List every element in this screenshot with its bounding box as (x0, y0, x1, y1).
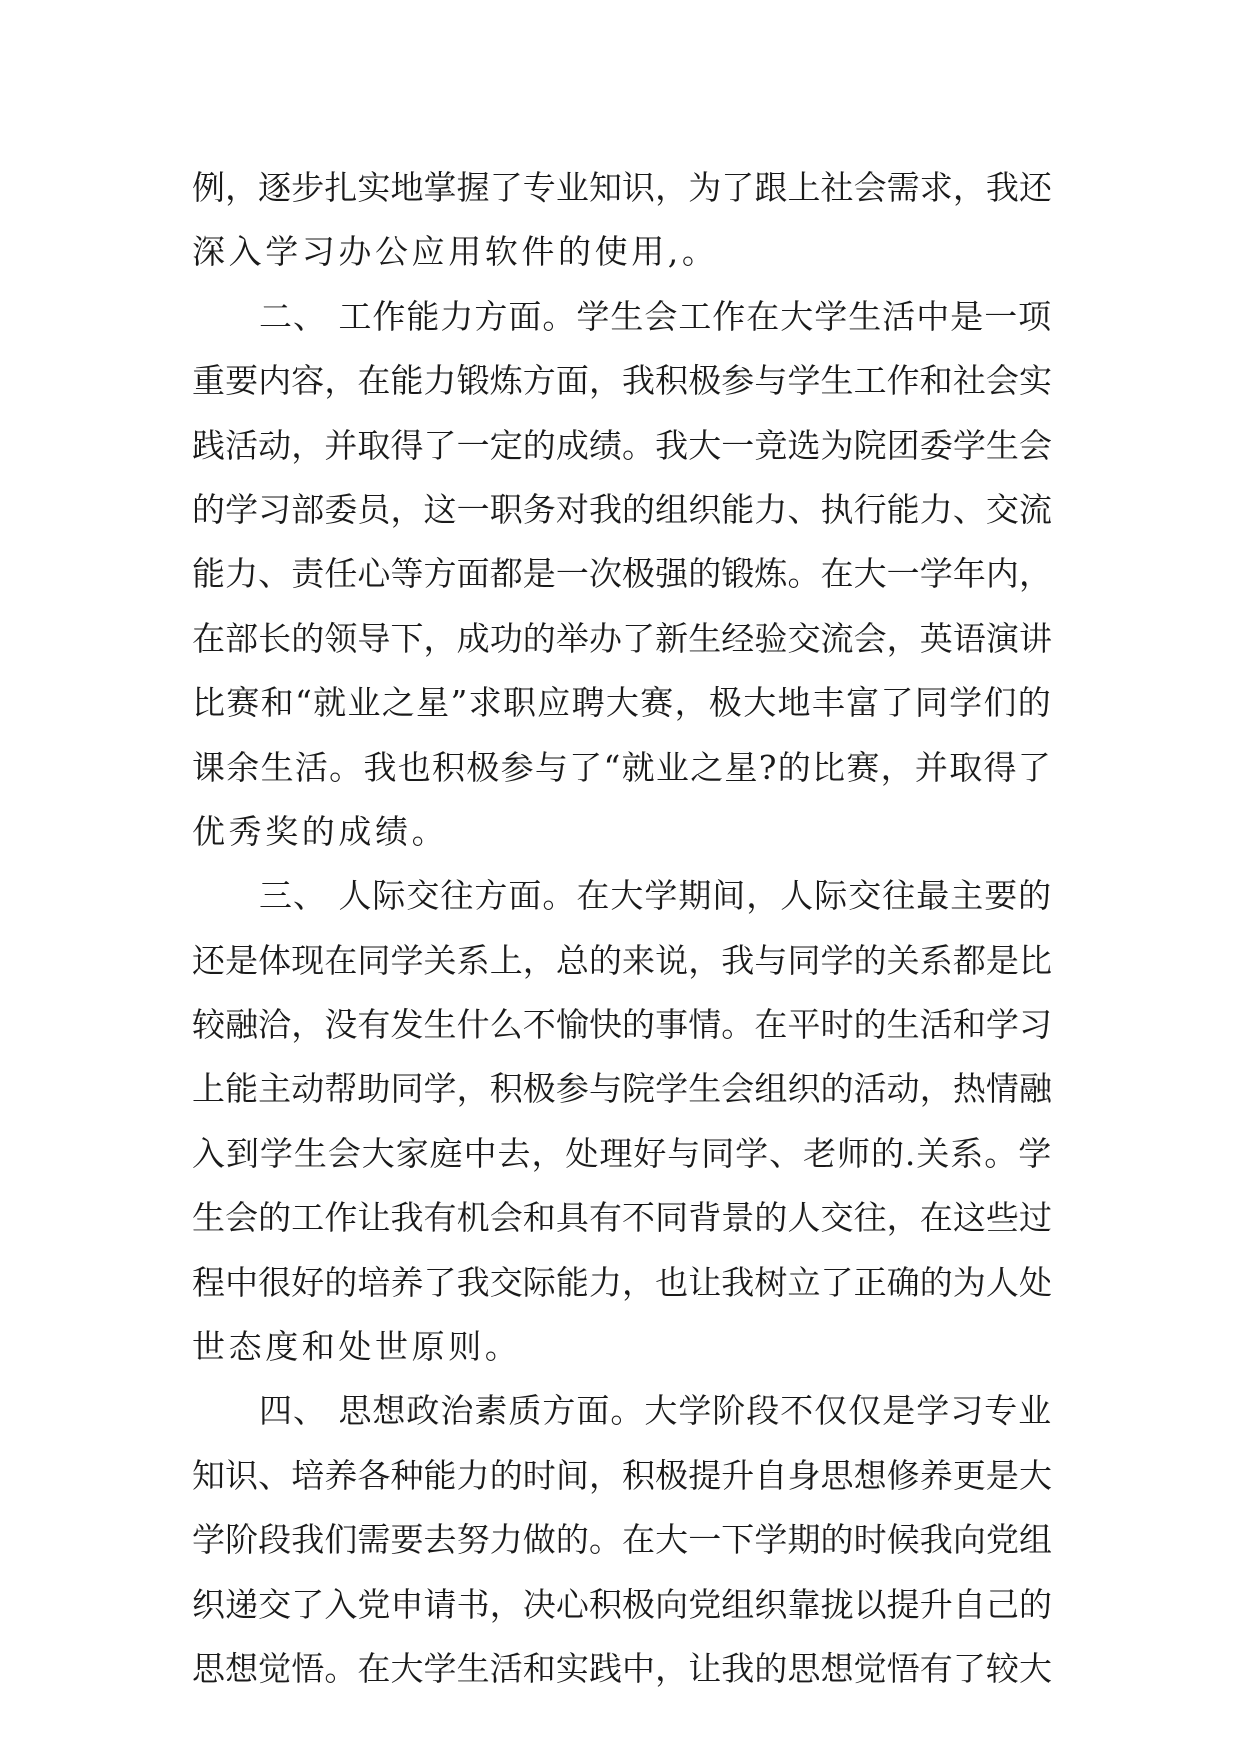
text-line: 的学习部委员，这一职务对我的组织能力、执行能力、交流 (192, 489, 1052, 529)
text-line: 世态度和处世原则。 (192, 1327, 522, 1367)
text-line: 较融洽，没有发生什么不愉快的事情。在平时的生活和学习 (192, 1005, 1052, 1045)
text-line: 优秀奖的成绩。 (192, 811, 449, 851)
text-line: 织递交了入党申请书，决心积极向党组织靠拢以提升自己的 (192, 1584, 1052, 1624)
text-line: 重要内容，在能力锻炼方面，我积极参与学生工作和社会实 (192, 361, 1052, 401)
document-body (192, 156, 1052, 1701)
text-line: 例，逐步扎实地掌握了专业知识，为了跟上社会需求，我还 (192, 168, 1052, 207)
text-line: 生会的工作让我有机会和具有不同背景的人交往，在这些过 (192, 1198, 1052, 1238)
text-line: 比赛和“就业之星”求职应聘大赛，极大地丰富了同学们的 (192, 683, 1052, 723)
text-line: 能力、责任心等方面都是一次极强的锻炼。在大一学年内， (192, 554, 1052, 594)
text-line: 深入学习办公应用软件的使用,。 (192, 232, 719, 272)
text-line: 践活动，并取得了一定的成绩。我大一竞选为院团委学生会 (192, 425, 1052, 465)
text-line: 还是体现在同学关系上，总的来说，我与同学的关系都是比 (192, 940, 1052, 980)
section-heading-line: 二、 工作能力方面。学生会工作在大学生活中是一项 (259, 296, 1052, 336)
text-line: 课余生活。我也积极参与了“就业之星?的比赛，并取得了 (192, 747, 1052, 787)
text-line: 学阶段我们需要去努力做的。在大一下学期的时候我向党组 (192, 1520, 1052, 1560)
text-line: 知识、培养各种能力的时间，积极提升自身思想修养更是大 (192, 1455, 1052, 1495)
text-line: 上能主动帮助同学，积极参与院学生会组织的活动，热情融 (192, 1069, 1052, 1109)
section-heading-line: 四、 思想政治素质方面。大学阶段不仅仅是学习专业 (259, 1391, 1052, 1431)
text-line: 入到学生会大家庭中去，处理好与同学、老师的.关系。学 (192, 1133, 1052, 1173)
text-line: 程中很好的培养了我交际能力，也让我树立了正确的为人处 (192, 1262, 1052, 1302)
text-line: 思想觉悟。在大学生活和实践中，让我的思想觉悟有了较大 (192, 1648, 1052, 1688)
section-heading-line: 三、 人际交往方面。在大学期间，人际交往最主要的 (259, 876, 1052, 916)
text-line: 在部长的领导下，成功的举办了新生经验交流会，英语演讲 (192, 618, 1052, 658)
